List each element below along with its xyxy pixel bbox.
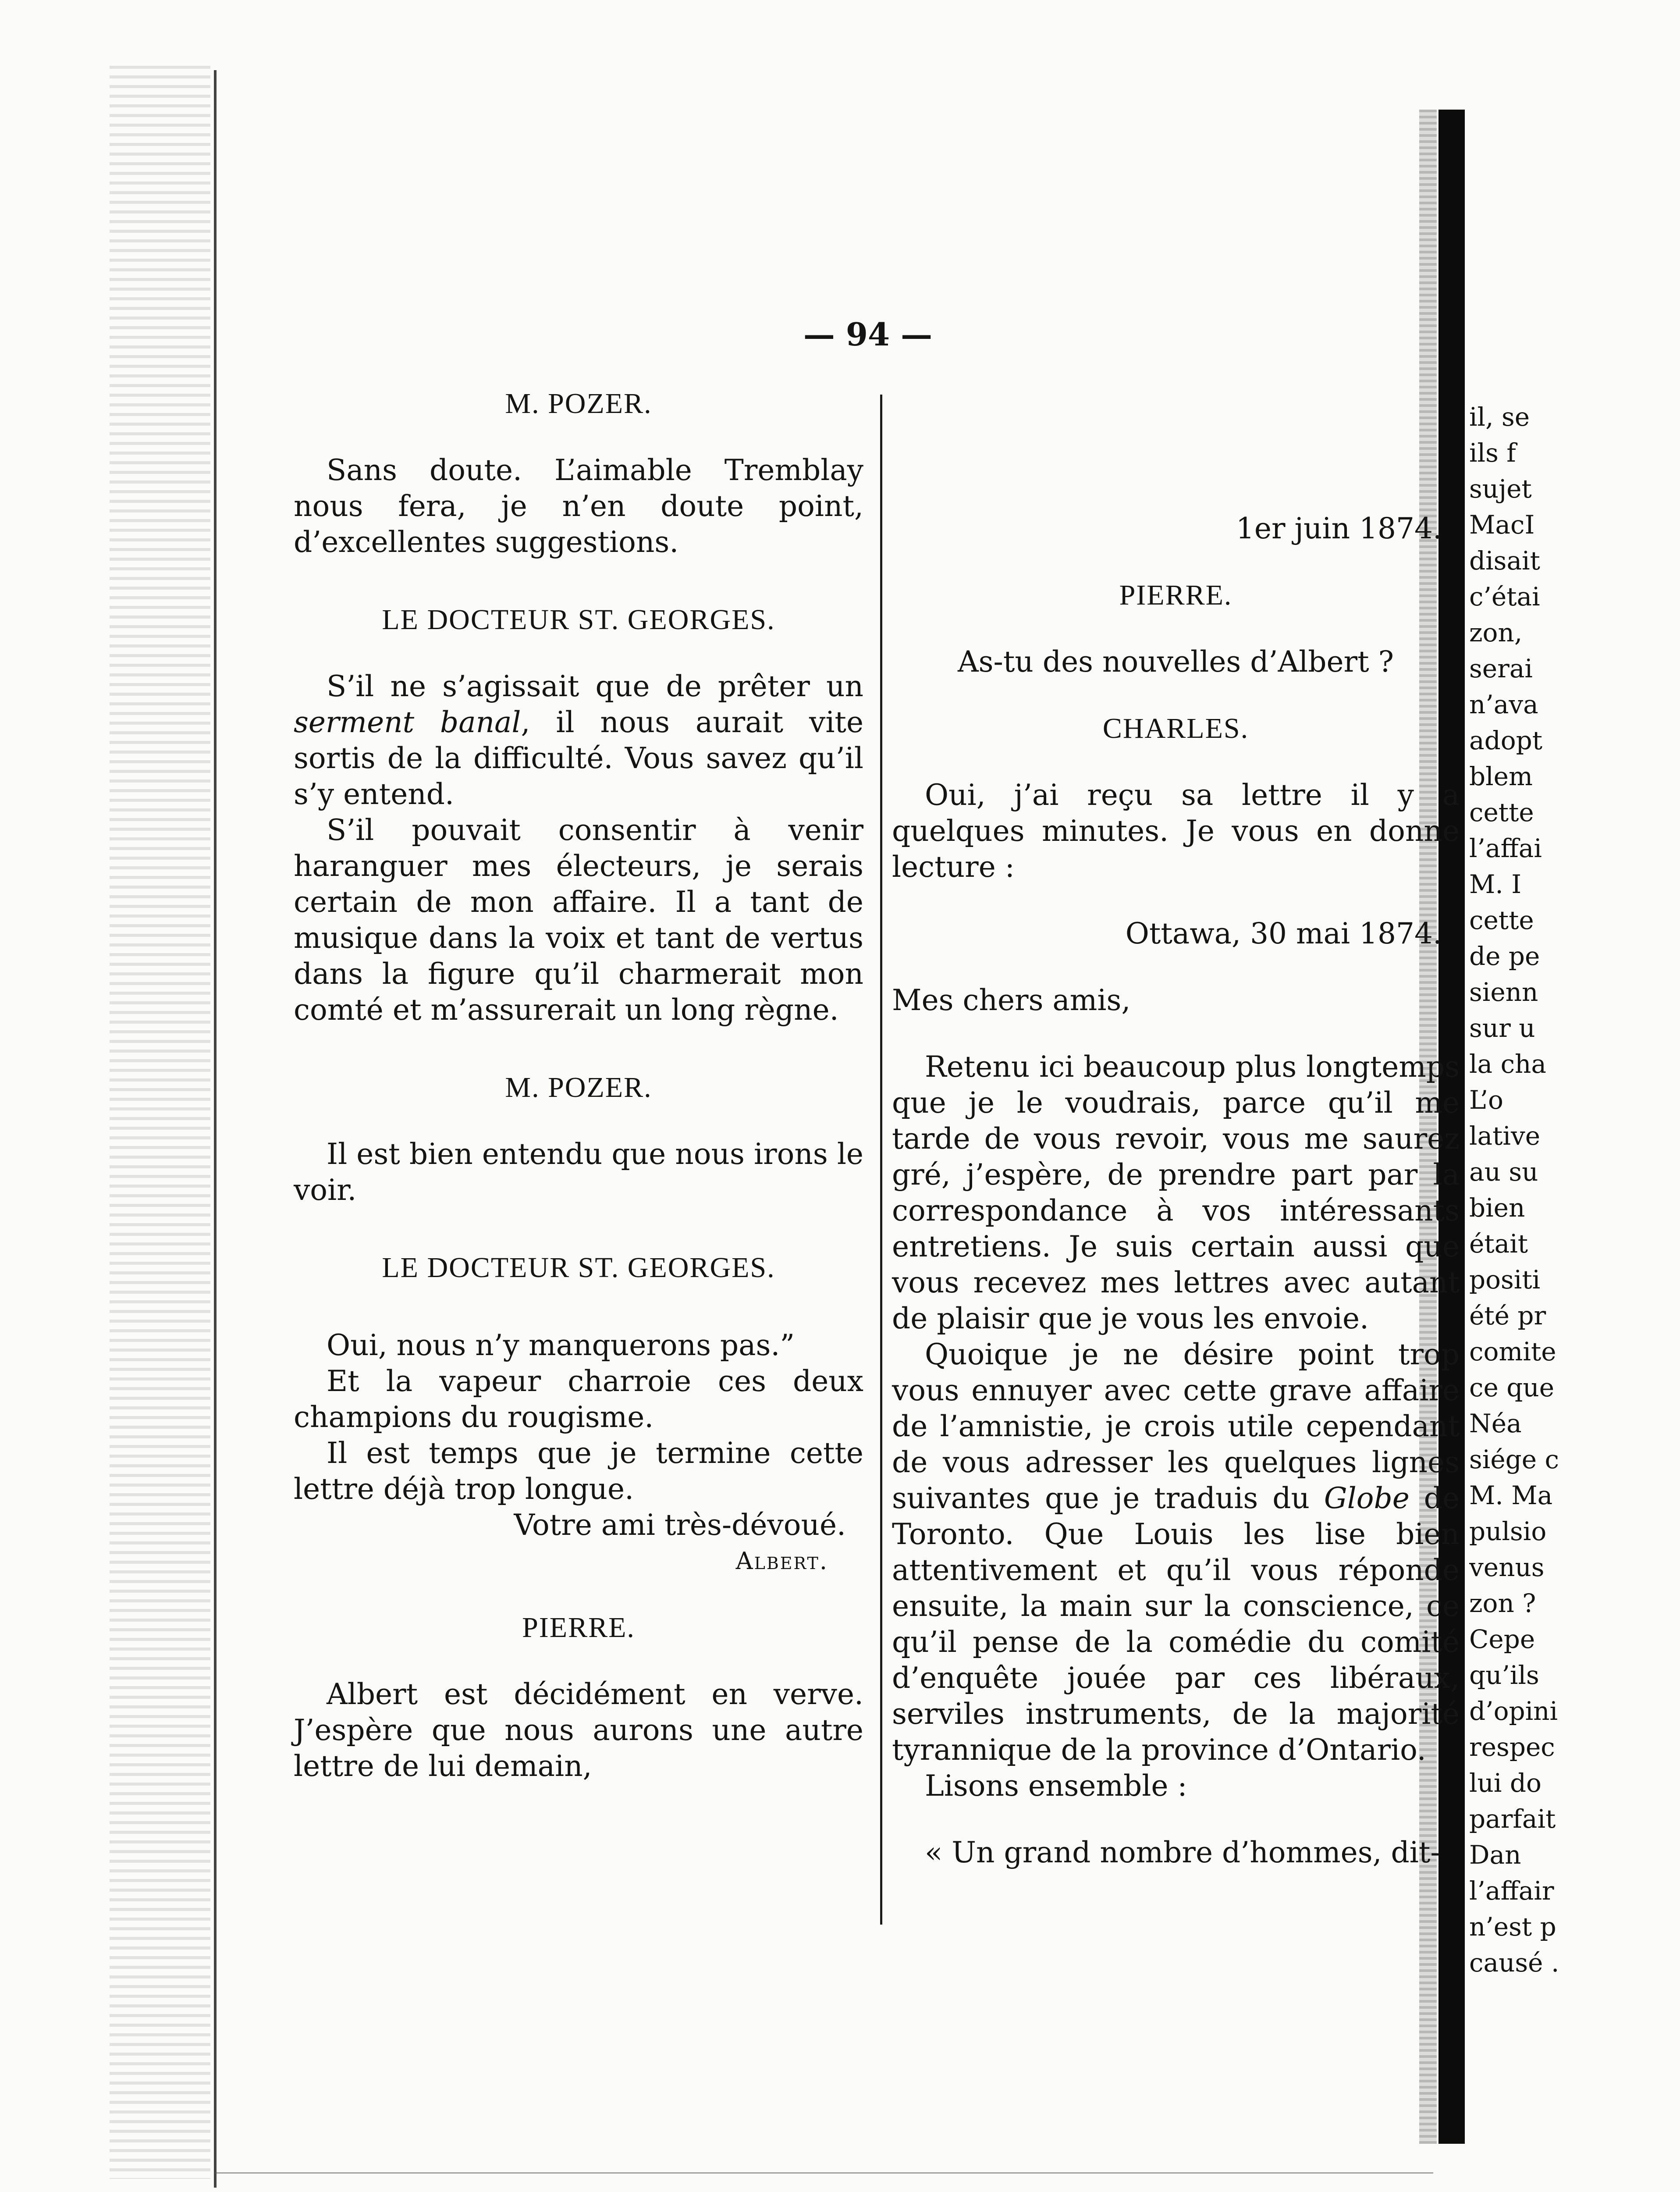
paragraph: Sans doute. L’aimable Tremblay nous fera, je n’en doute point, d’excellentes suggestions. — [294, 453, 863, 559]
facing-page-fragments — [1469, 399, 1680, 1981]
speaker-heading: PIERRE. — [1119, 579, 1232, 611]
paragraph: Oui, j’ai reçu sa lettre il y a quelques minutes. Je vous en donne lecture : — [892, 778, 1460, 884]
page-number: — 94 — — [803, 316, 933, 353]
margin-fragment: respec — [1469, 1732, 1555, 1762]
margin-fragment: l’affai — [1469, 833, 1542, 863]
paragraph: « Un grand nombre d’hommes, dit- — [925, 1836, 1440, 1869]
margin-fragment: L’o — [1469, 1085, 1503, 1115]
speaker-heading: PIERRE. — [522, 1612, 635, 1644]
margin-fragment: cette — [1469, 905, 1534, 935]
margin-fragment: blem — [1469, 762, 1533, 791]
margin-fragment: parfait — [1469, 1804, 1556, 1834]
right-column — [892, 386, 1460, 1871]
margin-fragment: sujet — [1469, 474, 1532, 504]
speaker-heading: M. POZER. — [505, 1071, 652, 1103]
italic-phrase: Globe — [1324, 1481, 1410, 1515]
margin-fragment: il, se — [1469, 402, 1530, 432]
margin-fragment: M. I — [1469, 869, 1522, 899]
speaker-heading: CHARLES. — [1102, 712, 1249, 744]
margin-fragment: positi — [1469, 1265, 1541, 1295]
salutation: Mes chers amis, — [892, 983, 1131, 1017]
margin-fragment: Dan — [1469, 1840, 1521, 1870]
margin-fragment: n’ava — [1469, 690, 1538, 719]
margin-fragment: Cepe — [1469, 1624, 1535, 1654]
margin-fragment: n’est p — [1469, 1912, 1556, 1942]
margin-fragment: sur u — [1469, 1013, 1535, 1043]
paragraph: Retenu ici beaucoup plus longtemps que je le voudrais, parce qu’il me tarde de vous revoir, vous me saurez gré, j’espère, de prendre part par la correspondance à vos intéressants entretiens. Je suis certain aussi que vous recevez mes lettres avec autant de plaisir que je vous les envoie. — [892, 1050, 1460, 1335]
margin-fragment: qu’ils — [1469, 1660, 1539, 1690]
margin-fragment: ce que — [1469, 1373, 1555, 1402]
page-edge-line — [214, 70, 217, 2188]
bottom-edge-line — [215, 2172, 1433, 2174]
margin-fragment: siége c — [1469, 1445, 1559, 1474]
margin-fragment: disait — [1469, 546, 1540, 576]
left-column — [294, 386, 863, 1784]
paragraph: Et la vapeur charroie ces deux champions du rougisme. — [294, 1364, 863, 1434]
paragraph: Il est temps que je termine cette lettre déjà trop longue. — [294, 1436, 863, 1506]
letter-closing: Votre ami très-dévoué. — [514, 1508, 846, 1542]
margin-fragment: adopt — [1469, 726, 1543, 755]
margin-fragment: était — [1469, 1229, 1528, 1259]
paragraph: Lisons ensemble : — [925, 1769, 1187, 1803]
margin-fragment: zon ? — [1469, 1588, 1536, 1618]
margin-fragment: été pr — [1469, 1301, 1546, 1331]
margin-fragment: l’affair — [1469, 1876, 1554, 1906]
paragraph: Il est bien entendu que nous irons le voir. — [294, 1137, 863, 1207]
margin-fragment: pulsio — [1469, 1516, 1547, 1546]
margin-fragment: Néa — [1469, 1409, 1522, 1438]
margin-fragment: c’étai — [1469, 582, 1540, 612]
paragraph: As-tu des nouvelles d’Albert ? — [958, 645, 1394, 679]
margin-fragment: cette — [1469, 797, 1534, 827]
letter-signature: Albert. — [735, 1547, 828, 1575]
margin-fragment: bien — [1469, 1193, 1525, 1223]
margin-fragment: venus — [1469, 1552, 1545, 1582]
margin-fragment: au su — [1469, 1157, 1538, 1187]
margin-fragment: de pe — [1469, 941, 1540, 971]
paragraph: Quoique je ne désire point trop vous ennuyer avec cette grave affaire de l’amnistie, je crois utile cependant de vous adresser les quelques lignes suivantes que je traduis du Globe de Toronto. Que Louis les lise bien attentivement et qu’il vous réponde ensuite, la main sur la conscience, ce qu’il pense de la comédie du comité d’enquête jouée par ces libéraux, serviles instruments, de la majorité tyrannique de la province d’Ontario. — [892, 1338, 1460, 1767]
paragraph: S’il ne s’agissait que de prêter un serment banal, il nous aurait vite sortis de la difficulté. Vous savez qu’il s’y entend. — [294, 669, 864, 811]
margin-fragment: ils f — [1469, 438, 1516, 468]
italic-phrase: serment banal — [294, 705, 521, 739]
margin-fragment: MacI — [1469, 510, 1535, 540]
speaker-heading: LE DOCTEUR ST. GEORGES. — [382, 1252, 775, 1284]
speaker-heading: LE DOCTEUR ST. GEORGES. — [382, 604, 775, 636]
margin-fragment: la cha — [1469, 1049, 1546, 1079]
margin-fragment: causé . — [1469, 1948, 1559, 1978]
margin-fragment: lative — [1469, 1121, 1541, 1151]
margin-fragment: M. Ma — [1469, 1480, 1553, 1510]
margin-fragment: sienn — [1469, 977, 1538, 1007]
paragraph: Albert est décidément en verve. J’espère que nous aurons une autre lettre de lui demain, — [294, 1677, 863, 1783]
scan-edge-noise — [110, 66, 210, 2179]
margin-fragment: zon, — [1469, 618, 1523, 648]
margin-fragment: d’opini — [1469, 1696, 1558, 1726]
paragraph: S’il pouvait consentir à venir haranguer mes électeurs, je serais certain de mon affaire. Il a tant de musique dans la voix et tant de vertus dans la figure qu’il charmerait mon comté et m’assurerait un long règne. — [294, 813, 863, 1027]
column-divider — [880, 395, 882, 1925]
margin-fragment: serai — [1469, 654, 1533, 683]
margin-fragment: lui do — [1469, 1768, 1541, 1798]
margin-fragment: comite — [1469, 1337, 1556, 1366]
letter-dateline: Ottawa, 30 mai 1874. — [1125, 917, 1442, 950]
speaker-heading: M. POZER. — [505, 388, 652, 420]
dateline: 1er juin 1874. — [1236, 512, 1442, 545]
paragraph: Oui, nous n’y manquerons pas.” — [327, 1328, 795, 1362]
